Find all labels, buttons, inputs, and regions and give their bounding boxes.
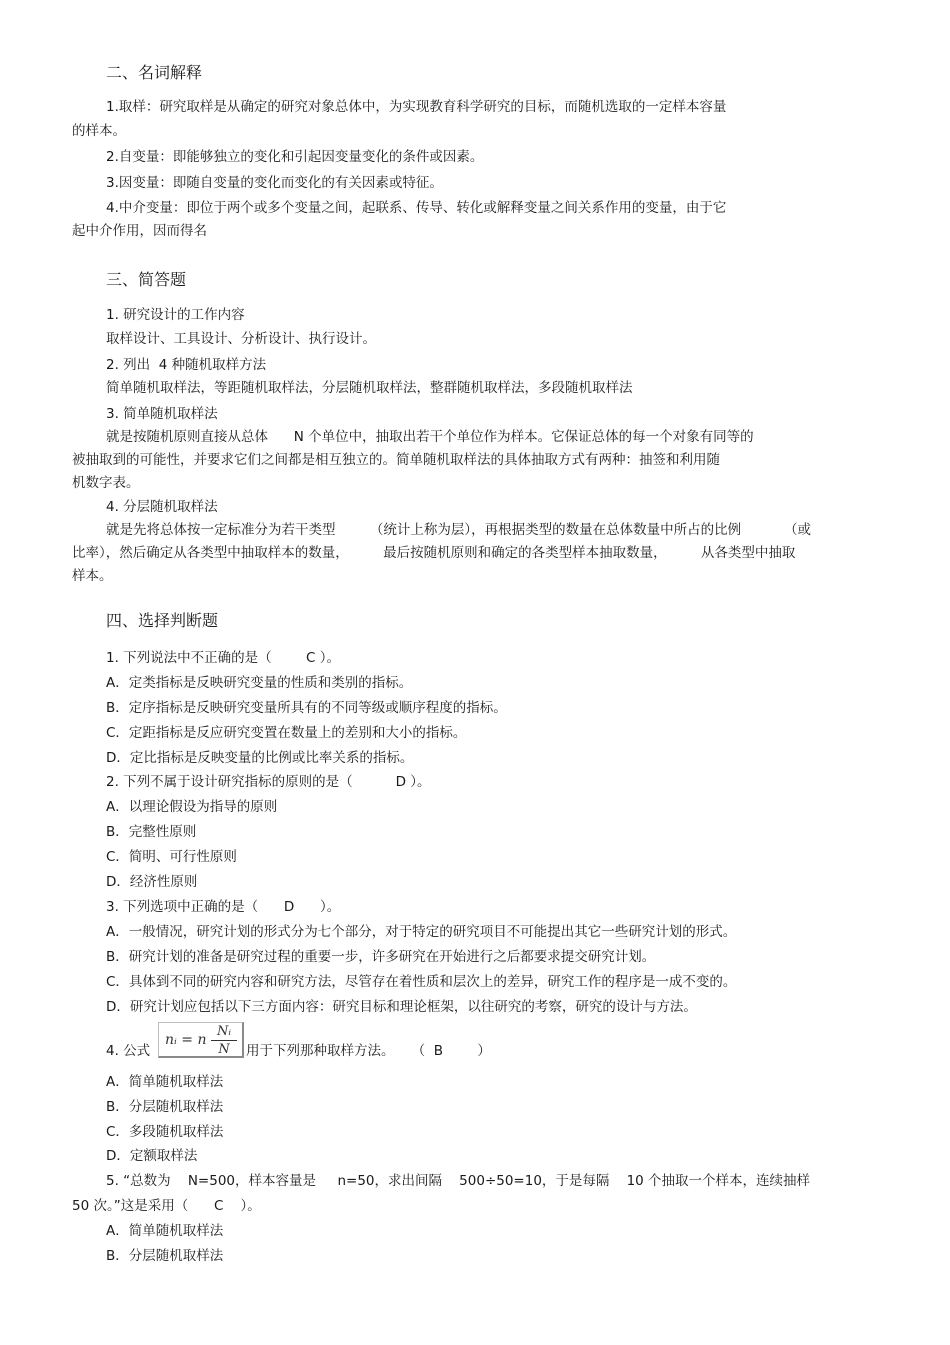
option-a: A．一般情况，研究计划的形式分为七个部分，对于特定的研究项目不可能提出其它一些研究计划的形式。	[106, 924, 737, 940]
question-text: 5. “总数为 N=500，样本容量是 n=50，求出间隔 500÷50=10，于是每隔 10 个抽取一个样本，连续抽样	[106, 1173, 811, 1189]
option-d: D．定比指标是反映变量的比例或比率关系的指标。	[106, 750, 414, 766]
term-mediating-variable: 4.中介变量：即位于两个或多个变量之间，起联系、传导、转化或解释变量之间关系作用的变量，由于它	[106, 200, 727, 216]
option-b: B．分层随机取样法	[106, 1099, 224, 1115]
formula-fraction	[211, 1024, 237, 1057]
option-d: D．研究计划应包括以下三方面内容：研究目标和理论框架，以往研究的考察，研究的设计与方法。	[106, 999, 697, 1015]
option-d: D．定额取样法	[106, 1148, 198, 1164]
option-a: A．简单随机取样法	[106, 1223, 224, 1239]
question-text: 1. 研究设计的工作内容	[106, 307, 245, 323]
formula-lhs: nᵢ = n	[165, 1032, 207, 1048]
question-text-prefix: 4. 公式	[106, 1043, 151, 1059]
option-c: C．具体到不同的研究内容和研究方法，尽管存在着性质和层次上的差异，研究工作的程序是一成不变的。	[106, 974, 737, 990]
question-text: 2. 列出 4 种随机取样方法	[106, 357, 267, 373]
option-c: C．多段随机取样法	[106, 1124, 224, 1140]
question-text: 2. 下列不属于设计研究指标的原则的是（ D ）。	[106, 774, 431, 790]
question-text: 1. 下列说法中不正确的是（ C ）。	[106, 650, 340, 666]
answer-text: 取样设计、工具设计、分析设计、执行设计。	[106, 331, 376, 347]
option-b: B．定序指标是反映研究变量所具有的不同等级或顺序程度的指标。	[106, 700, 507, 716]
option-b: B．分层随机取样法	[106, 1248, 224, 1264]
answer-text: 就是按随机原则直接从总体 N 个单位中，抽取出若干个单位作为样本。它保证总体的每一个对象有同等的	[106, 429, 754, 445]
question-text-cont: 50 次。”这是采用（ C ）。	[72, 1198, 261, 1214]
term-sampling: 1.取样：研究取样是从确定的研究对象总体中，为实现教育科学研究的目标，而随机选取的一定样本容量	[106, 99, 727, 115]
section-heading-terms: 二、名词解释	[106, 63, 203, 82]
answer-text: 比率），然后确定从各类型中抽取样本的数量， 最后按随机原则和确定的各类型样本抽取数量， 从各类型中抽取	[72, 545, 796, 561]
term-dependent-variable: 3.因变量：即随自变量的变化而变化的有关因素或特征。	[106, 175, 443, 191]
answer-text: 机数字表。	[72, 475, 140, 491]
sampling-formula-image	[158, 1022, 244, 1058]
answer-text: 就是先将总体按一定标准分为若干类型 （统计上称为层），再根据类型的数量在总体数量中所占的比例 （或	[106, 522, 811, 538]
fraction-bar	[211, 1040, 237, 1041]
option-d: D．经济性原则	[106, 874, 198, 890]
term-mediating-variable-cont: 起中介作用，因而得名	[72, 223, 207, 239]
option-b: B．完整性原则	[106, 824, 197, 840]
option-c: C．定距指标是反应研究变置在数量上的差别和大小的指标。	[106, 725, 467, 741]
term-independent-variable: 2.自变量：即能够独立的变化和引起因变量变化的条件或因素。	[106, 149, 484, 165]
option-b: B．研究计划的准备是研究过程的重要一步，许多研究在开始进行之后都要求提交研究计划。	[106, 949, 656, 965]
section-heading-short-answer: 三、简答题	[106, 270, 187, 289]
answer-text: 样本。	[72, 568, 113, 584]
option-a: A．简单随机取样法	[106, 1074, 224, 1090]
question-text: 3. 简单随机取样法	[106, 406, 218, 422]
answer-text: 被抽取到的可能性，并要求它们之间都是相互独立的。简单随机取样法的具体抽取方式有两种：抽签和利用随	[72, 452, 720, 468]
question-text: 4. 分层随机取样法	[106, 499, 218, 515]
section-heading-choice: 四、选择判断题	[106, 611, 219, 630]
answer-text: 简单随机取样法，等距随机取样法，分层随机取样法，整群随机取样法，多段随机取样法	[106, 380, 633, 396]
term-sampling-cont: 的样本。	[72, 123, 126, 139]
option-c: C．简明、可行性原则	[106, 849, 237, 865]
option-a: A．以理论假设为指导的原则	[106, 799, 278, 815]
question-text-suffix: 用于下列那种取样方法。 （ B ）	[246, 1043, 491, 1059]
formula-denominator: N	[218, 1042, 230, 1057]
question-text: 3. 下列选项中正确的是（ D ）。	[106, 899, 341, 915]
option-a: A．定类指标是反映研究变量的性质和类别的指标。	[106, 675, 413, 691]
formula-numerator: Nᵢ	[217, 1024, 231, 1039]
